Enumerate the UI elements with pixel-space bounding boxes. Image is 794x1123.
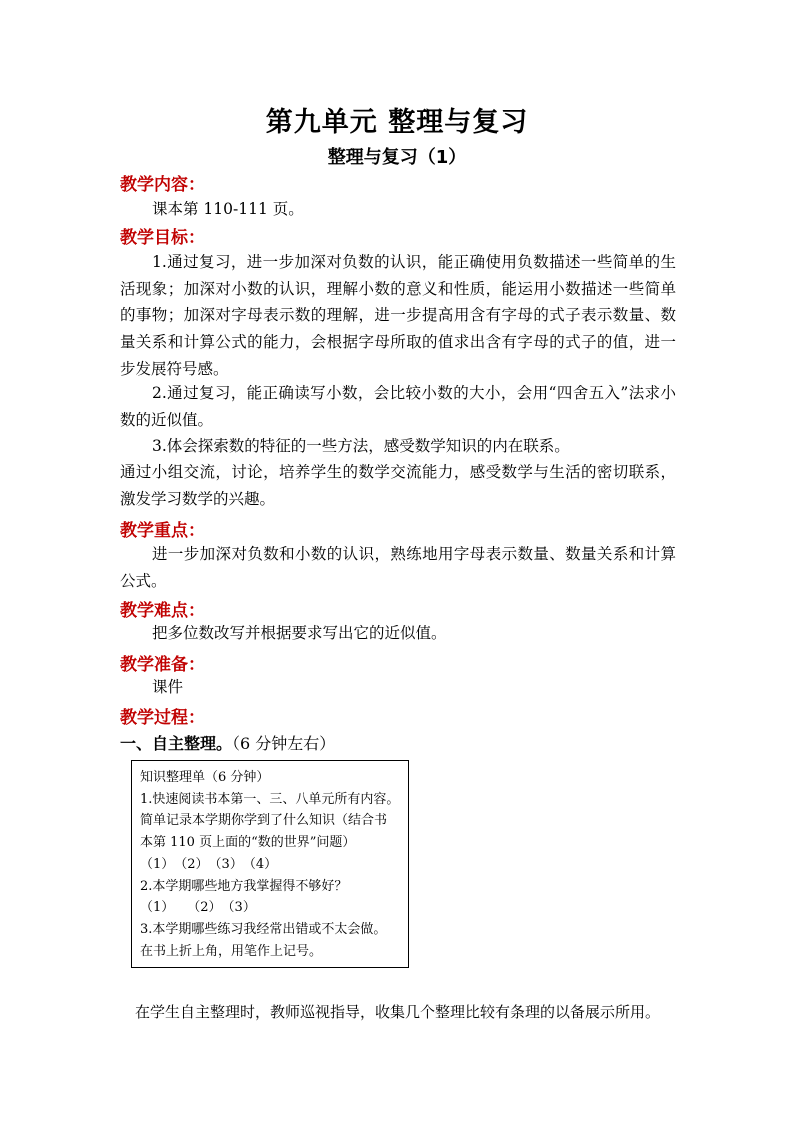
content-heading: 教学内容： (120, 175, 205, 195)
key-points-text: 进一步加深对负数和小数的认识，熟练地用字母表示数量、数量关系和计算公式。 (120, 545, 676, 590)
process-heading: 教学过程： (120, 708, 205, 728)
goals-paragraph-2: 2.通过复习，能正确读写小数，会比较小数的大小，会用“四舍五入”法求小数的近似值。 (120, 384, 676, 429)
preparation-text: 课件 (152, 678, 184, 696)
worksheet-line: 1.快速阅读书本第一、三、八单元所有内容。 (140, 791, 400, 807)
goals-paragraph-3: 3.体会探索数的特征的一些方法，感受数学知识的内在联系。 (152, 437, 570, 455)
worksheet-line: （1） （2） （3） (140, 900, 256, 916)
worksheet-line: 2.本学期哪些地方我掌握得不够好？ (140, 878, 348, 894)
worksheet-box (131, 760, 409, 968)
worksheet-line: 3.本学期哪些练习我经常出错或不太会做。 (140, 921, 387, 937)
document-subtitle: 整理与复习（1） (327, 147, 467, 168)
key-points-heading: 教学重点： (120, 521, 205, 541)
goals-paragraph-1: 1.通过复习，进一步加深对负数的认识，能正确使用负数描述一些简单的生活现象；加深对小数的认识，理解小数的意义和性质，能运用小数描述一些简单的事物；加深对字母表示数的理解，进一步提高用含有字母的式子表示数量、数量关系和计算公式的能力，会根据字母所取的值求出含有字母的式子的值，进一步发展符号感。 (120, 253, 676, 378)
difficulties-heading: 教学难点： (120, 601, 205, 621)
section-1-note: （6 分钟左右） (232, 734, 336, 753)
worksheet-line: （1） （2） （3） （4） (140, 856, 278, 872)
content-text: 课本第 110-111 页。 (152, 200, 304, 218)
difficulties-text: 把多位数改写并根据要求写出它的近似值。 (152, 624, 447, 642)
section-1-heading (120, 731, 335, 754)
worksheet-line: 知识整理单（6 分钟） (140, 770, 270, 785)
worksheet-line: 简单记录本学期你学到了什么知识（结合书 (140, 813, 388, 829)
worksheet-line: 在书上折上角，用笔作上记号。 (140, 943, 323, 959)
section-1-title: 一、自主整理。 (120, 734, 233, 753)
goals-paragraph-4: 通过小组交流，讨论，培养学生的数学交流能力，感受数学与生活的密切联系，激发学习数学的兴趣。 (120, 463, 676, 508)
closing-paragraph: 在学生自主整理时，教师巡视指导，收集几个整理比较有条理的以备展示所用。 (135, 1003, 661, 1021)
preparation-heading: 教学准备： (120, 655, 205, 675)
worksheet-line: 本第 110 页上面的“数的世界”问题） (140, 835, 356, 851)
goals-heading: 教学目标： (120, 228, 205, 248)
document-title: 第九单元 整理与复习 (265, 107, 529, 138)
